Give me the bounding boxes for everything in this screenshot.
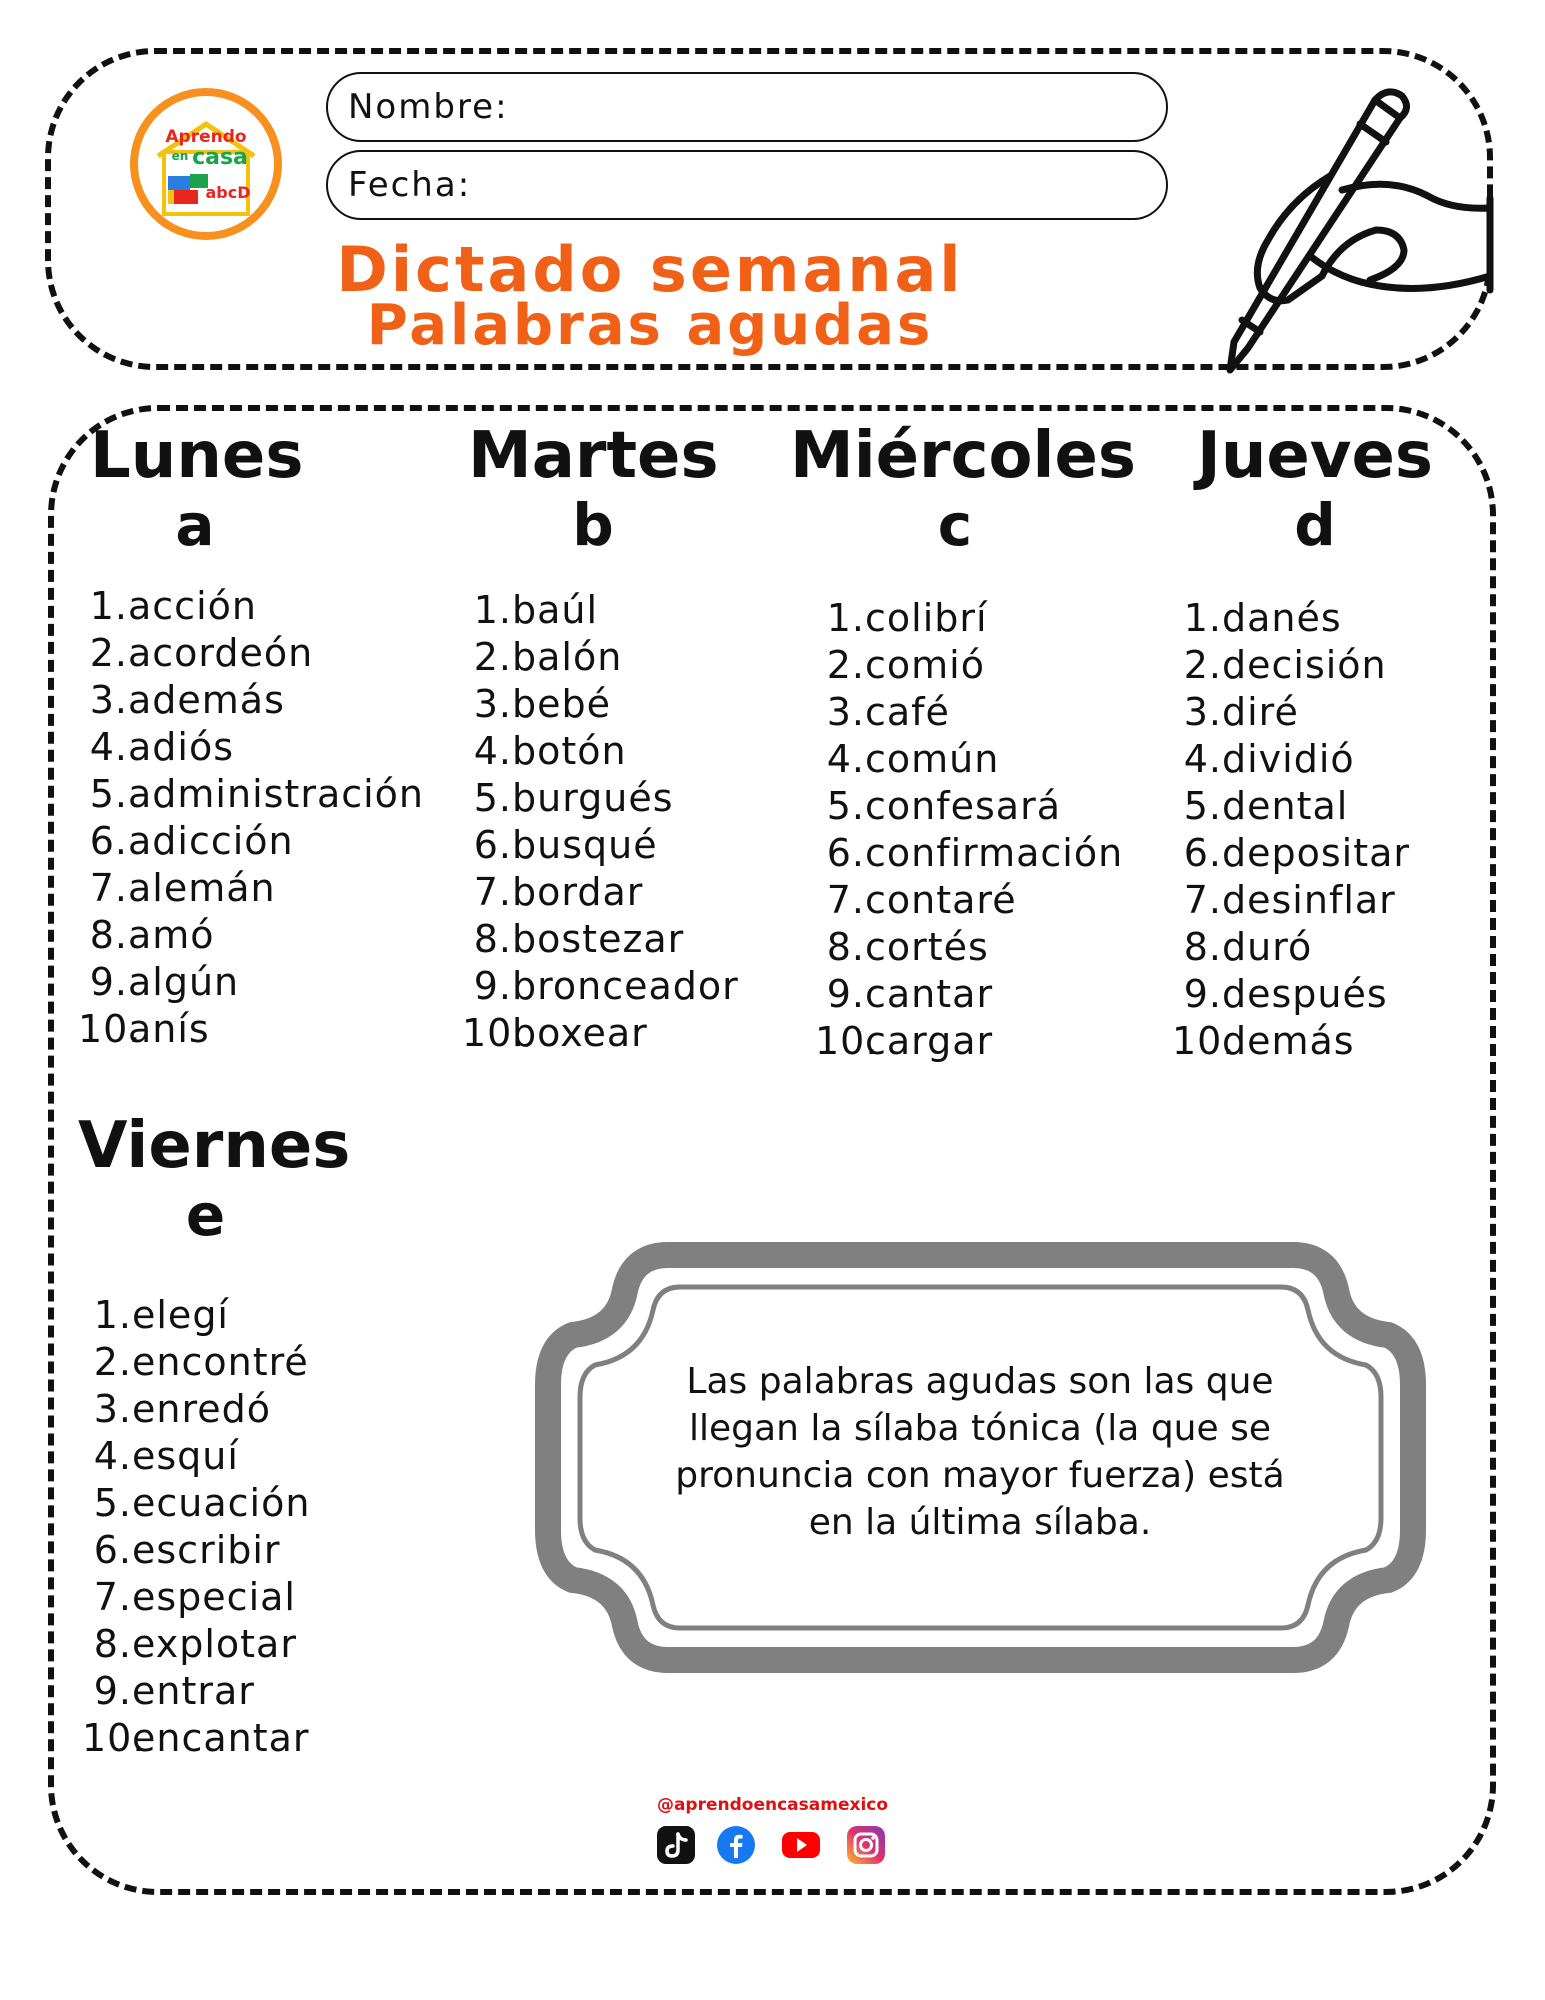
day-letter: d (1294, 491, 1336, 559)
list-item: 10.cargar (815, 1019, 994, 1063)
list-item: 3.café (826, 690, 950, 734)
list-item: 1.baúl (473, 588, 599, 632)
day-name: Lunes (90, 419, 304, 493)
list-item: 2.balón (473, 635, 623, 679)
list-item: 1.elegí (93, 1293, 229, 1337)
word-list-lunes (78, 583, 424, 1053)
svg-text:casa: casa (192, 145, 248, 170)
day-letter: c (937, 491, 973, 559)
list-item: 2.acordeón (89, 631, 314, 675)
list-item: 7.bordar (473, 870, 644, 914)
list-item: 4.común (826, 737, 1000, 781)
page-subtitle: Palabras agudas (366, 293, 934, 358)
day-name: Miércoles (790, 419, 1136, 493)
list-item: 7.desinflar (1183, 878, 1396, 922)
day-name: Viernes (78, 1109, 351, 1183)
list-item: 1.colibrí (826, 596, 988, 640)
word-list-martes (462, 587, 739, 1057)
list-item: 3.diré (1183, 690, 1299, 734)
name-field[interactable] (326, 72, 1168, 142)
day-letter: a (175, 491, 215, 559)
youtube-icon[interactable] (776, 1825, 826, 1865)
list-item: 4.dividió (1183, 737, 1355, 781)
list-item: 10.boxear (462, 1011, 648, 1055)
list-item: 8.cortés (826, 925, 989, 969)
day-heading-miercoles (790, 419, 1136, 559)
list-item: 7.alemán (89, 866, 276, 910)
list-item: 3.además (89, 678, 285, 722)
day-heading-jueves (1195, 420, 1435, 558)
word-list-viernes (82, 1292, 310, 1762)
hand-writing-icon (1190, 80, 1510, 380)
social-icons (656, 1825, 886, 1865)
list-item: 6.busqué (473, 823, 658, 867)
list-item: 10.encantar (82, 1716, 310, 1760)
day-letter: e (185, 1181, 226, 1249)
svg-text:en: en (171, 149, 189, 163)
list-item: 7.especial (93, 1575, 296, 1619)
tiktok-icon[interactable] (656, 1825, 696, 1865)
list-item: 1.danés (1183, 596, 1342, 640)
list-item: 7.contaré (826, 878, 1017, 922)
list-item: 5.burgués (473, 776, 674, 820)
list-item: 3.enredó (93, 1387, 271, 1431)
list-item: 3.bebé (473, 682, 611, 726)
name-label: Nombre: (348, 87, 509, 127)
word-list-miercoles (815, 595, 1123, 1065)
list-item: 8.explotar (93, 1622, 297, 1666)
list-item: 2.encontré (93, 1340, 309, 1384)
list-item: 8.bostezar (473, 917, 685, 961)
list-item: 2.decisión (1183, 643, 1387, 687)
list-item: 6.escribir (93, 1528, 281, 1572)
list-item: 4.botón (473, 729, 627, 773)
list-item: 9.cantar (826, 972, 994, 1016)
list-item: 5.administración (89, 772, 425, 816)
list-item: 9.entrar (93, 1669, 255, 1713)
list-item: 4.adiós (89, 725, 235, 769)
list-item: 6.depositar (1183, 831, 1411, 875)
facebook-icon[interactable] (716, 1825, 756, 1865)
svg-text:Aprendo: Aprendo (165, 127, 247, 147)
list-item: 9.después (1183, 972, 1388, 1016)
day-heading-martes (468, 420, 718, 558)
definition-text: Las palabras agudas son las que llegan la sílaba tónica (la que se pronuncia con mayor fuerza) está en la última sílaba. (675, 1361, 1285, 1543)
day-name: Jueves (1197, 419, 1433, 493)
list-item: 5.confesará (826, 784, 1061, 828)
list-item: 1.acción (89, 584, 257, 628)
instagram-icon[interactable] (846, 1825, 886, 1865)
date-field[interactable] (326, 150, 1168, 220)
date-label: Fecha: (348, 165, 472, 205)
list-item: 4.esquí (93, 1434, 239, 1478)
list-item: 9.bronceador (473, 964, 739, 1008)
list-item: 5.dental (1183, 784, 1349, 828)
list-item: 10.demás (1172, 1019, 1355, 1063)
page-title: Dictado semanal (336, 233, 964, 306)
list-item: 2.comió (826, 643, 985, 687)
word-list-jueves (1172, 595, 1410, 1065)
day-name: Martes (468, 419, 719, 493)
day-letter: b (572, 491, 614, 559)
day-heading-lunes (90, 419, 304, 559)
list-item: 10.anís (78, 1007, 210, 1051)
list-item: 8.duró (1183, 925, 1313, 969)
list-item: 6.confirmación (826, 831, 1124, 875)
list-item: 9.algún (89, 960, 240, 1004)
day-heading-viernes (78, 1109, 351, 1249)
aprendo-en-casa-logo (128, 86, 284, 242)
list-item: 6.adicción (89, 819, 294, 863)
list-item: 8.amó (89, 913, 215, 957)
social-handle[interactable]: @aprendoencasamexico (656, 1795, 889, 1815)
list-item: 5.ecuación (93, 1481, 311, 1525)
svg-text:abcD: abcD (205, 183, 251, 202)
